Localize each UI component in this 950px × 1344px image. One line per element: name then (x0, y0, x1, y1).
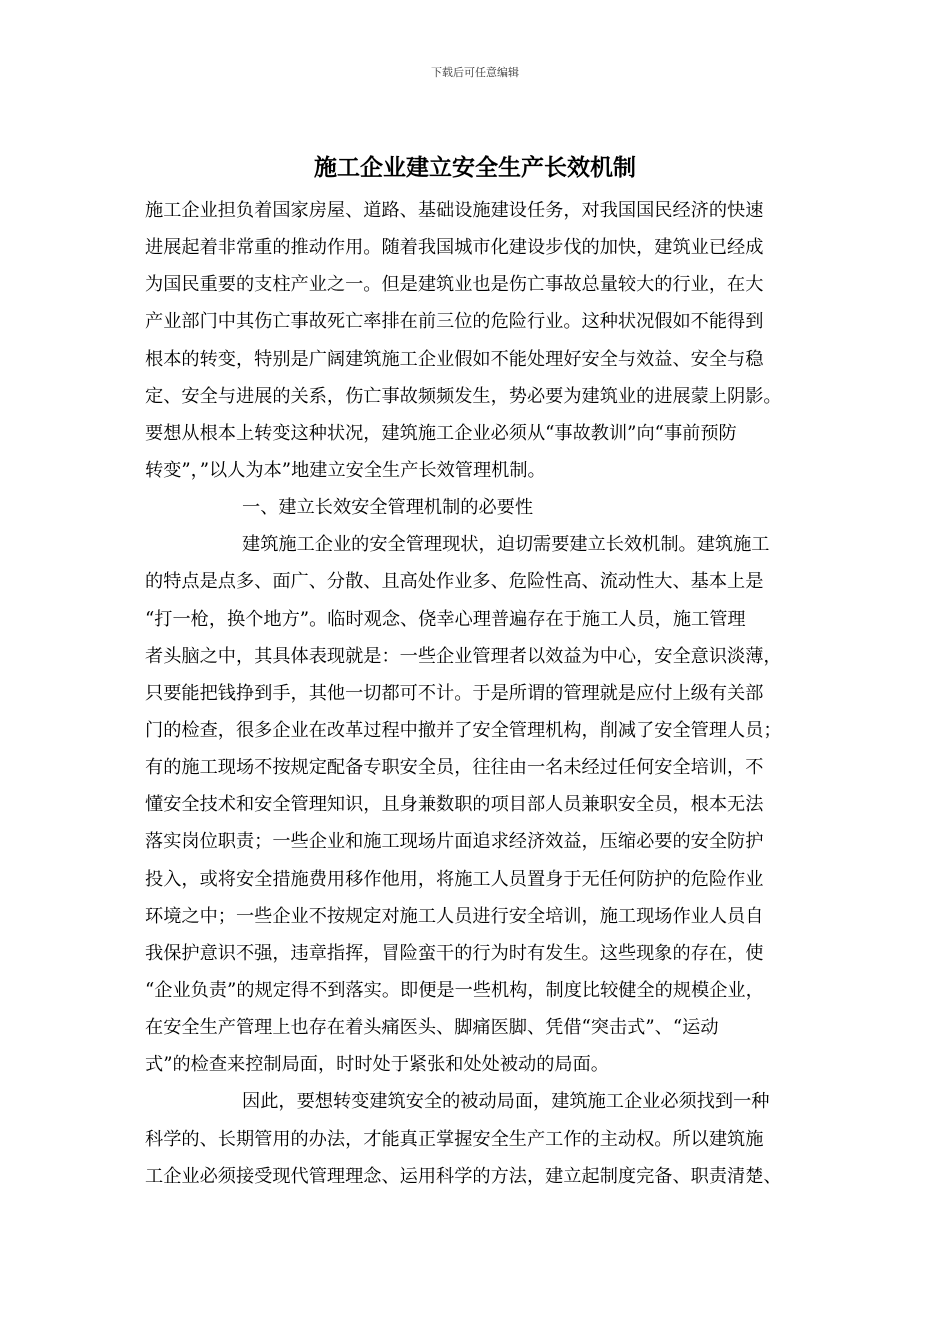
body-line: 工企业必须接受现代管理理念、运用科学的方法，建立起制度完备、职责清楚、 (145, 1165, 782, 1187)
body-line: 要想从根本上转变这种状况，建筑施工企业必须从“事故教训”向“事前预防 (145, 422, 737, 444)
body-line: 式”的检查来控制局面，时时处于紧张和处处被动的局面。 (145, 1054, 609, 1076)
body-line: 转变”，”以人为本”地建立安全生产长效管理机制。 (145, 459, 546, 481)
body-line: 只要能把钱挣到手，其他一切都可不计。于是所谓的管理就是应付上级有关部 (145, 682, 764, 704)
body-line: 科学的、长期管用的办法，才能真正掌握安全生产工作的主动权。所以建筑施 (145, 1128, 764, 1150)
body-line: 环境之中；一些企业不按规定对施工人员进行安全培训，施工现场作业人员自 (145, 905, 764, 927)
body-line: 因此，要想转变建筑安全的被动局面，建筑施工企业必须找到一种 (242, 1091, 770, 1113)
body-line: 施工企业担负着国家房屋、道路、基础设施建设任务，对我国国民经济的快速 (145, 200, 764, 221)
page-header-note: 下载后可任意编辑 (431, 66, 519, 79)
body-line: 根本的转变，特别是广阔建筑施工企业假如不能处理好安全与效益、安全与稳 (145, 348, 764, 370)
body-line: 为国民重要的支柱产业之一。但是建筑业也是伤亡事故总量较大的行业，在大 (145, 274, 764, 296)
body-line: 产业部门中其伤亡事故死亡率排在前三位的危险行业。这种状况假如不能得到 (145, 311, 764, 333)
body-line: 有的施工现场不按规定配备专职安全员，往往由一名未经过任何安全培训，不 (145, 757, 764, 779)
body-line: 落实岗位职责；一些企业和施工现场片面追求经济效益，压缩必要的安全防护 (145, 831, 764, 853)
body-line: 者头脑之中，其具体表现就是：一些企业管理者以效益为中心，安全意识淡薄， (145, 645, 782, 667)
body-line: “打一枪，换个地方”。临时观念、侥幸心理普遍存在于施工人员，施工管理 (145, 608, 746, 630)
body-line: 懂安全技术和安全管理知识，且身兼数职的项目部人员兼职安全员，根本无法 (145, 794, 764, 816)
body-line: 我保护意识不强，违章指挥，冒险蛮干的行为时有发生。这些现象的存在，使 (145, 942, 764, 964)
body-line: 在安全生产管理上也存在着头痛医头、脚痛医脚、凭借“突击式”、“运动 (145, 1017, 719, 1039)
body-line: 投入，或将安全措施费用移作他用，将施工人员置身于无任何防护的危险作业 (145, 868, 764, 890)
body-line: 门的检查，很多企业在改革过程中撤并了安全管理机构，削减了安全管理人员； (145, 719, 782, 741)
body-line: “企业负责”的规定得不到落实。即便是一些机构，制度比较健全的规模企业， (145, 979, 764, 1001)
document-title: 施工企业建立安全生产长效机制 (314, 154, 636, 181)
body-line: 建筑施工企业的安全管理现状，迫切需要建立长效机制。建筑施工 (242, 534, 770, 556)
document-body (145, 192, 821, 1195)
body-line: 定、安全与进展的关系，伤亡事故频频发生，势必要为建筑业的进展蒙上阴影。 (145, 385, 782, 407)
body-line: 进展起着非常重的推动作用。随着我国城市化建设步伐的加快，建筑业已经成 (145, 237, 764, 259)
body-line: 的特点是点多、面广、分散、且高处作业多、危险性高、流动性大、基本上是 (145, 571, 764, 593)
section-heading: 一、建立长效安全管理机制的必要性 (242, 497, 534, 519)
